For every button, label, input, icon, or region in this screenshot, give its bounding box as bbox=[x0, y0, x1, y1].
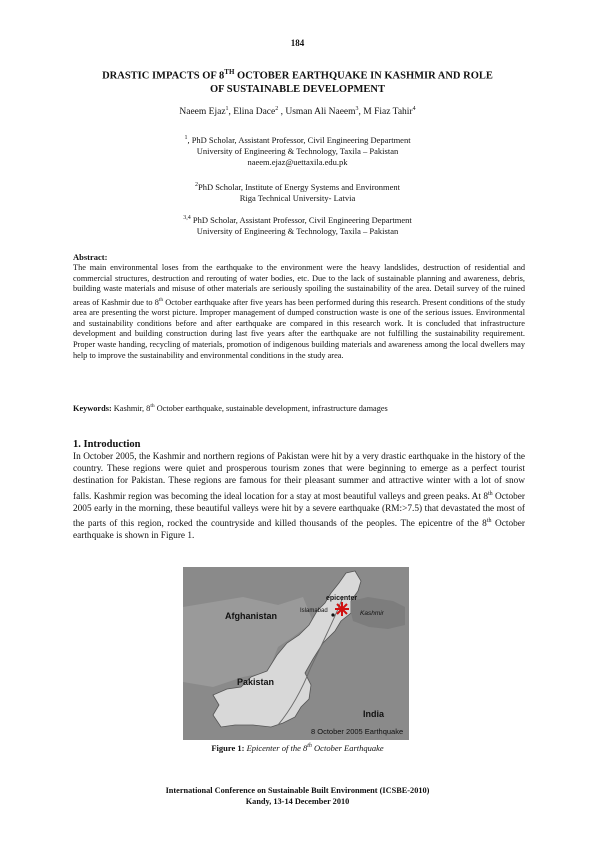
author-sup: 4 bbox=[412, 106, 416, 112]
author-list: Naeem Ejaz$^1$, Elina Dace$^2$ , Usman Ali Naeem$^3$, M Fiaz Tahir$^4$ bbox=[179, 106, 416, 118]
page-number: 184 bbox=[290, 38, 305, 48]
author-name: Usman Ali Naeem bbox=[285, 107, 356, 118]
affiliation-sup: 3,4 bbox=[183, 215, 191, 221]
abstract-text: October earthquake after five years has been performed during this research. Present conditions of the study area are presenting the worst picture. Improper management of dumped construction waste is one of the serious issues. Environmental and sustainability conditions before and after earthquake are compared in this research work. It is concluded that infrastructure development and building construction during last five years after the earthquake are not fulfilling the sustainability requirement. Proper waste handing, recycling of materials, promotion of indigenous building materials and awareness among the local dwellers may help to improve the sustainability and environmental conditions in the study area. bbox=[73, 297, 525, 360]
affiliation-sup: 2 bbox=[194, 182, 198, 188]
epicenter-marker bbox=[335, 602, 349, 616]
author-name: Elina Dace bbox=[233, 107, 276, 118]
keywords-text: Kashmir, 8 bbox=[111, 403, 151, 413]
islamabad-dot bbox=[331, 613, 334, 616]
affiliation-line: PhD Scholar, Assistant Professor, Civil Engineering Department University of Engineering & Technology, Taxila – Pakistan bbox=[190, 214, 412, 236]
footer-line: Kandy, 13-14 December 2010 bbox=[245, 797, 350, 806]
title-text: OCTOBER EARTHQUAKE IN KASHMIR AND ROLE bbox=[234, 70, 493, 82]
section-heading-introduction: 1. Introduction bbox=[73, 439, 141, 450]
map-label-india: India bbox=[363, 709, 385, 719]
paper-title bbox=[60, 66, 535, 96]
intro-sup: th bbox=[487, 490, 493, 497]
author-sup: 2 bbox=[275, 106, 279, 112]
abstract-heading: Abstract: bbox=[73, 252, 108, 262]
abstract-text: The main environmental loses from the earthquake to the environment were the heavy landslides, destruction of residential and commercial structures, destruction and rerouting of water bodies, etc. Due to the lack of sustainable planning and awareness, debris, building waste materials and misuse of other materials are seriously spoiling the sustainability of the area. Detail survey of the ruined areas of Kashmir due to 8 bbox=[73, 263, 525, 307]
map-label-pakistan: Pakistan bbox=[237, 677, 275, 687]
affiliation-line: , PhD Scholar, Assistant Professor, Civil Engineering Department bbox=[187, 134, 411, 145]
intro-text: In October 2005, the Kashmir and northern regions of Pakistan were hit by a very drastic earthquake in the history of the country. These regions were quiet and prosperous tourism zones that were beginning to emerge as a perfect tourist destination for Pakistan. These regions are famous for their pleasant summer and attractive winter with a lot of snow falls. Kashmir region was becoming the ideal location for a stay at most beautiful valleys and green peaks. At 8 bbox=[73, 452, 525, 502]
intro-text: October 2005 early in the morning, these beautiful valleys were hit by a severe earthquake (RM:>7.5) that devastated the most of the parts of this region, rocked the countryside and killed thousands of the peoples. The epicentre of the 8 bbox=[73, 491, 525, 530]
caption-sup: th bbox=[307, 743, 312, 750]
title-text: OF SUSTAINABLE DEVELOPMENT bbox=[209, 83, 386, 95]
keywords-sup: th bbox=[150, 403, 155, 409]
keywords-text: October earthquake, sustainable development, infrastructure damages bbox=[154, 403, 388, 413]
introduction-body bbox=[73, 451, 525, 543]
caption-text: Epicenter of the 8 bbox=[244, 743, 308, 753]
author-sup: 3 bbox=[355, 106, 359, 112]
map-image bbox=[183, 567, 409, 740]
map-label-islamabad: Islamabad bbox=[300, 608, 328, 614]
map-label-date: 8 October 2005 Earthquake bbox=[311, 727, 404, 736]
caption-label: Figure 1: bbox=[211, 743, 245, 753]
affiliation-2 bbox=[0, 180, 595, 204]
intro-text: October earthquake is shown in Figure 1. bbox=[73, 519, 525, 542]
map-label-epicenter: epicenter bbox=[326, 595, 358, 602]
affiliation-1 bbox=[0, 133, 595, 168]
title-text: DRASTIC IMPACTS OF 8 bbox=[102, 70, 225, 82]
author-name: M Fiaz Tahir bbox=[363, 107, 413, 118]
abstract-sup: th bbox=[158, 296, 164, 303]
page-footer bbox=[0, 785, 595, 807]
abstract-body bbox=[73, 263, 525, 361]
intro-sup: th bbox=[486, 518, 492, 525]
title-sup: TH bbox=[224, 68, 235, 76]
footer-line: International Conference on Sustainable Built Environment (ICSBE-2010) bbox=[165, 786, 430, 795]
affiliation-email: naeem.ejaz@uettaxila.edu.pk bbox=[247, 156, 348, 167]
author-sup: 1 bbox=[225, 106, 229, 112]
keywords-label: Keywords: bbox=[73, 403, 112, 413]
figure-caption bbox=[0, 743, 595, 753]
affiliation-line: PhD Scholar, Institute of Energy Systems and Environment Riga Technical University- Latvia bbox=[197, 181, 401, 203]
affiliation-3 bbox=[0, 213, 595, 237]
affiliation-sup: 1 bbox=[184, 135, 188, 141]
map-label-kashmir: Kashmir bbox=[360, 610, 384, 617]
author-name: Naeem Ejaz bbox=[179, 107, 226, 118]
caption-text: October Earthquake bbox=[311, 743, 384, 753]
affiliation-line: University of Engineering & Technology, Taxila – Pakistan bbox=[196, 145, 399, 156]
keywords bbox=[73, 403, 533, 413]
map-label-afghanistan: Afghanistan bbox=[225, 611, 278, 621]
epicenter-map-figure bbox=[183, 567, 409, 740]
